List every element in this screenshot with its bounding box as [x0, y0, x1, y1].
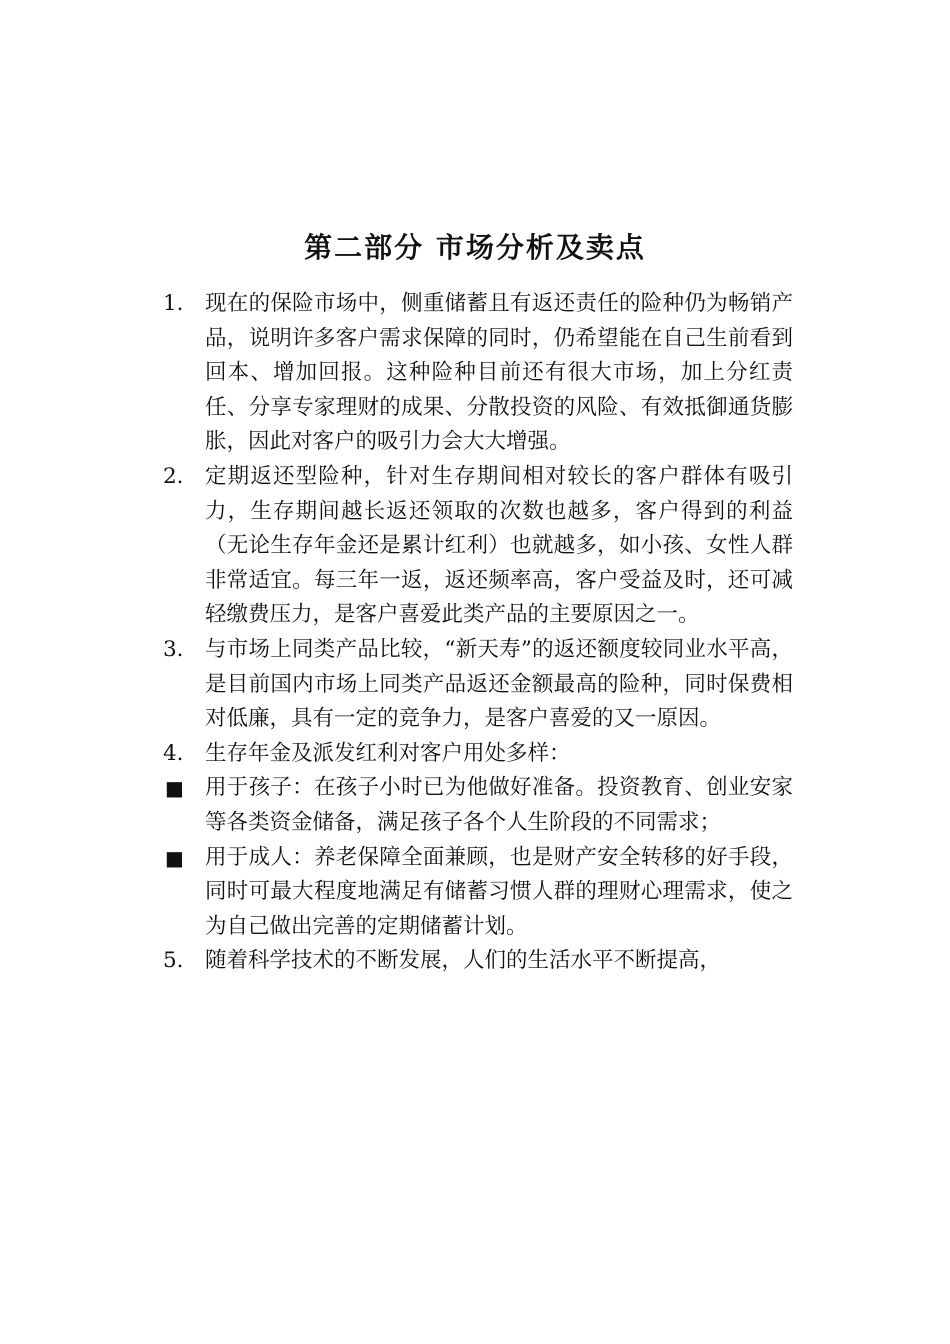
list-item-1 — [163, 287, 793, 460]
bullet-text-adults: 用于成人：养老保障全面兼顾，也是财产安全转移的好手段，同时可最大程度地满足有储蓄习惯人群的理财心理需求，使之为自己做出完善的定期储蓄计划。 — [205, 844, 793, 939]
item-text-1: 现在的保险市场中，侧重储蓄且有返还责任的险种仍为畅销产品，说明许多客户需求保障的同时，仍希望能在自己生前看到回本、增加回报。这种险种目前还有很大市场，加上分红责任、分享专家理财的成果、分散投资的风险、有效抵御通货膨胀，因此对客户的吸引力会大大增强。 — [205, 291, 793, 455]
item-number-5: 5. — [163, 948, 184, 974]
item-text-5: 随着科学技术的不断发展，人们的生活水平不断提高， — [205, 948, 722, 974]
item-list — [163, 287, 793, 979]
bullet-text-children: 用于孩子：在孩子小时已为他做好准备。投资教育、创业安家等各类资金储备，满足孩子各个人生阶段的不同需求； — [205, 775, 793, 835]
bullet-item-adults — [163, 841, 793, 945]
item-text-4: 生存年金及派发红利对客户用处多样： — [205, 740, 571, 766]
list-item-3 — [163, 633, 793, 737]
list-item-4 — [163, 737, 793, 772]
item-text-3: 与市场上同类产品比较，“新天寿”的返还额度较同业水平高，是目前国内市场上同类产品返还金额最高的险种，同时保费相对低廉，具有一定的竞争力，是客户喜爱的又一原因。 — [205, 636, 793, 732]
item-text-2: 定期返还型险种，针对生存期间相对较长的客户群体有吸引力，生存期间越长返还领取的次数也越多，客户得到的利益（无论生存年金还是累计红利）也就越多，如小孩、女性人群非常适宜。每三年一返，返还频率高，客户受益及时，还可减轻缴费压力，是客户喜爱此类产品的主要原因之一。 — [205, 463, 793, 628]
square-bullet-icon: ■ — [165, 845, 184, 870]
square-bullet-icon: ■ — [165, 776, 184, 801]
item-number-3: 3. — [163, 636, 184, 662]
item-number-2: 2. — [163, 463, 184, 489]
item-number-1: 1. — [163, 291, 184, 316]
list-item-2 — [163, 460, 793, 633]
bullet-item-children — [163, 771, 793, 840]
page-title: 第二部分 市场分析及卖点 — [304, 231, 646, 264]
item-number-4: 4. — [163, 740, 184, 766]
list-item-5 — [163, 944, 793, 979]
